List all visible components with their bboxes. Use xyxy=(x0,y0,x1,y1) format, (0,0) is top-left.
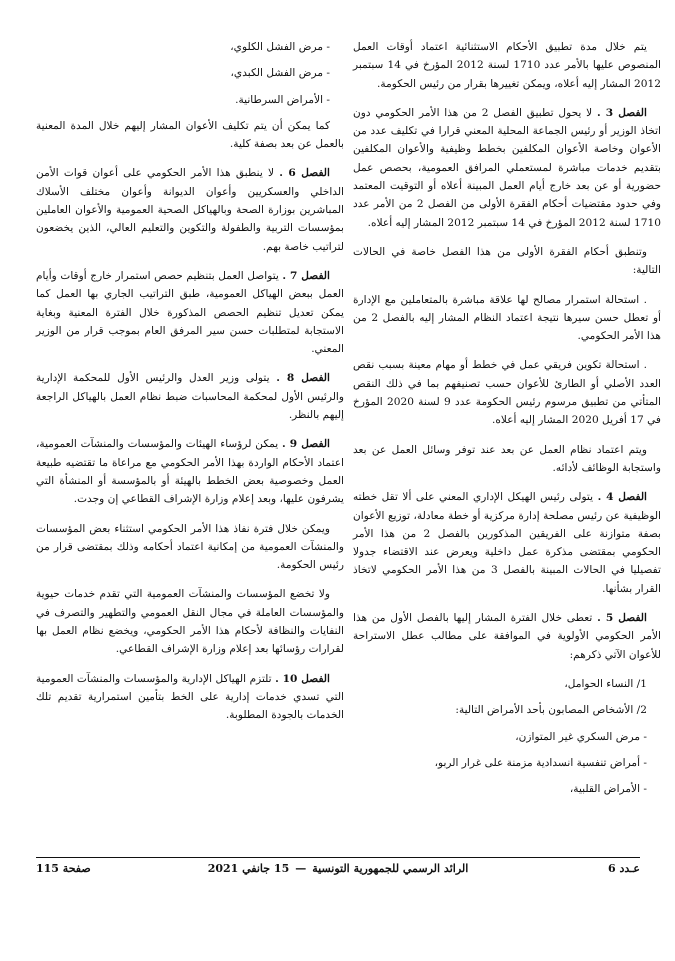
paragraph: كما يمكن أن يتم تكليف الأعوان المشار إليهم خلال المدة المعنية بالعمل عن بعد بصفة كلية. xyxy=(36,119,344,151)
footer-rule xyxy=(36,857,640,858)
paragraph: ولا تخضع المؤسسات والمنشآت العمومية التي تقدم خدمات حيوية والمؤسسات العاملة في مجال النقل العمومي والتطهير والتصرف في النفايات والنظافة لأحكام هذا الأمر الحكومي، ويخضع نظام العمل بها لقرارات رؤسائها بعد إعلام وزارة الإشراف القطاعي. xyxy=(36,588,344,656)
article-5 xyxy=(353,609,661,664)
bullet-item: - مرض الفشل الكبدي، xyxy=(230,67,330,80)
paragraph: . استحالة استمرار مصالح لها علاقة مباشرة بالمتعاملين مع الإدارة أو تعطل حسن سيرها نتيجة اعتماد النظام المشار إليه بالفصل 2 من هذا الأمر الحكومي. xyxy=(353,293,661,343)
article-body: يتولى رئيس الهيكل الإداري المعني على ألا تقل خطته الوظيفية عن رئيس مصلحة إدارة مركزية أو خطة معادلة، توزيع الأعوان بصفة متوازنة على الفريقين المذكورين بالفصل 2 من هذا الأمر الحكومي بمقتضى مذكرة عمل داخلية ويعرض عند الاقتضاء جدولا تفصيليا في الحالات المبينة بالفصل 3 من هذا الأمر الحكومي لاتخاذ القرار بشأنها. xyxy=(353,491,661,595)
article-4 xyxy=(353,488,661,598)
bullet-item: - مرض السكري غير المتوازن، xyxy=(515,730,647,743)
article-body: يتواصل العمل بتنظيم حصص استمرار خارج أوقات وأيام العمل ببعض الهياكل العمومية، طبق التراتيب الجاري بها العمل كما يمكن تعديل تنظيم الحصص المذكورة خلال الفترة المعنية وبغاية الاستجابة لمتطلبات حسن سير المرفق العام بموجب قرار من الوزير المعني. xyxy=(36,269,344,356)
article-heading: الفصل 7 . xyxy=(282,269,330,282)
article-heading: الفصل 9 . xyxy=(282,438,330,451)
article-body: يتولى وزير العدل والرئيس الأول للمحكمة الإدارية والرئيس الأول لمحكمة المحاسبات ضبط نظام العمل بالهياكل الراجعة إليهم بالنظر. xyxy=(36,372,344,422)
article-6 xyxy=(36,164,344,255)
bullet-item: - الأمراض السرطانية. xyxy=(235,93,330,106)
article-body: لا يحول تطبيق الفصل 2 من هذا الأمر الحكومي دون اتخاذ الوزير أو رئيس الجماعة المحلية المعني قرارا في تكليف عدد من الأعوان وخاصة الأعوان المكلفين بخطط وظيفية والأعوان المكلفين بتقديم خدمات مباشرة لمستعملي المرافق العمومية، بحصص عمل حضورية أو عن بعد خارج أيام العمل المبينة أعلاه أو التوقيت المعتمد وفي حدود مقتضيات أحكام الفقرة الأولى من الفصل 2 من الأمر عدد 1710 لسنة 2012 المؤرخ في 14 سبتمبر 2012 المشار إليه أعلاه. xyxy=(353,106,661,229)
page-footer xyxy=(36,862,640,882)
article-body: لا ينطبق هذا الأمر الحكومي على أعوان قوات الأمن الداخلي والعسكريين وأعوان الديوانة وأعوان مختلف الأسلاك المباشرين بوزارة الصحة وبالهياكل الصحية العمومية والأعوان العاملين بمؤسسات التربية والطفولة والتكوين والتعليم العالي، الذين يخضعون لتراتيب خاصة بهم. xyxy=(36,167,344,253)
article-heading: الفصل 8 . xyxy=(276,372,330,385)
article-3 xyxy=(353,104,661,232)
journal-title: الرائد الرسمي للجمهورية التونسية xyxy=(312,862,469,875)
paragraph: . استحالة تكوين فريقي عمل في خطط أو مهام معينة بسبب نقص العدد الأصلي أو الطارئ للأعوان حسب تصنيفهم بما في ذلك النقص المتأتي من تطبيق مرسوم رئيس الحكومة عدد 9 لسنة 2020 المؤرخ في 17 أفريل 2020 المشار إليه أعلاه. xyxy=(353,359,661,427)
left-column xyxy=(36,38,344,736)
article-heading: الفصل 4 . xyxy=(597,491,647,504)
separator: — xyxy=(295,862,307,875)
paragraph: ويتم اعتماد نظام العمل عن بعد عند توفر وسائل العمل عن بعد واستجابة الوظائف لأدائه. xyxy=(353,443,661,474)
paragraph: يتم خلال مدة تطبيق الأحكام الاستثنائية اعتماد أوقات العمل المنصوص عليها بالأمر عدد 1710 لسنة 2012 المؤرخ في 14 سبتمبر 2012 المشار إليه أعلاه، ويمكن تغييرها بقرار من رئيس الحكومة. xyxy=(353,41,661,90)
article-body: تلتزم الهياكل الإدارية والمؤسسات والمنشآت العمومية التي تسدي خدمات إدارية على الخط بتأمين استمرارية تقديم تلك الخدمات بالجودة المطلوبة. xyxy=(36,672,344,722)
paragraph: ويمكن خلال فترة نفاذ هذا الأمر الحكومي استثناء بعض المؤسسات والمنشآت العمومية من إمكانية اعتماد أحكامه وذلك بمقتضى قرار من رئيس الحكومة. xyxy=(36,522,344,572)
list-item: 1/ النساء الحوامل، xyxy=(564,677,647,690)
journal-info xyxy=(186,862,490,875)
article-heading: الفصل 10 . xyxy=(275,672,330,685)
paragraph: وتنطبق أحكام الفقرة الأولى من هذا الفصل خاصة في الحالات التالية: xyxy=(353,245,661,277)
list-item: 2/ الأشخاص المصابون بأحد الأمراض التالية: xyxy=(455,704,647,717)
page-number: صفحة 115 xyxy=(36,862,91,875)
article-10 xyxy=(36,670,344,725)
issue-date: 15 جانفي 2021 xyxy=(207,862,290,875)
article-heading: الفصل 6 . xyxy=(279,167,330,180)
article-9 xyxy=(36,435,344,508)
article-7 xyxy=(36,267,344,358)
article-8 xyxy=(36,369,344,424)
issue-number: عـدد 6 xyxy=(608,862,640,875)
right-column xyxy=(353,38,661,806)
article-heading: الفصل 5 . xyxy=(597,612,647,625)
bullet-item: - الأمراض القلبية، xyxy=(569,783,647,796)
bullet-item: - أمراض تنفسية انسدادية مزمنة على غرار الربو، xyxy=(434,756,647,769)
article-heading: الفصل 3 . xyxy=(596,106,647,119)
article-body: تعطى خلال الفترة المشار إليها بالفصل الأول من هذا الأمر الحكومي الأولوية في الموافقة على مطالب عطل الاستراحة للأعوان الآتي ذكرهم: xyxy=(353,612,661,661)
article-body: يمكن لرؤساء الهيئات والمؤسسات والمنشآت العمومية، اعتماد الأحكام الواردة بهذا الأمر الحكومي مع مراعاة ما تقتضيه طبيعة العمل وخصوصية بعض الخطط بالهيئة أو بالمؤسسة أو المنشأة التي يشرفون عليها، وبعد إعلام وزارة الإشراف القطاعي إن وجدت. xyxy=(36,438,344,506)
bullet-item: - مرض الفشل الكلوي، xyxy=(230,41,330,53)
